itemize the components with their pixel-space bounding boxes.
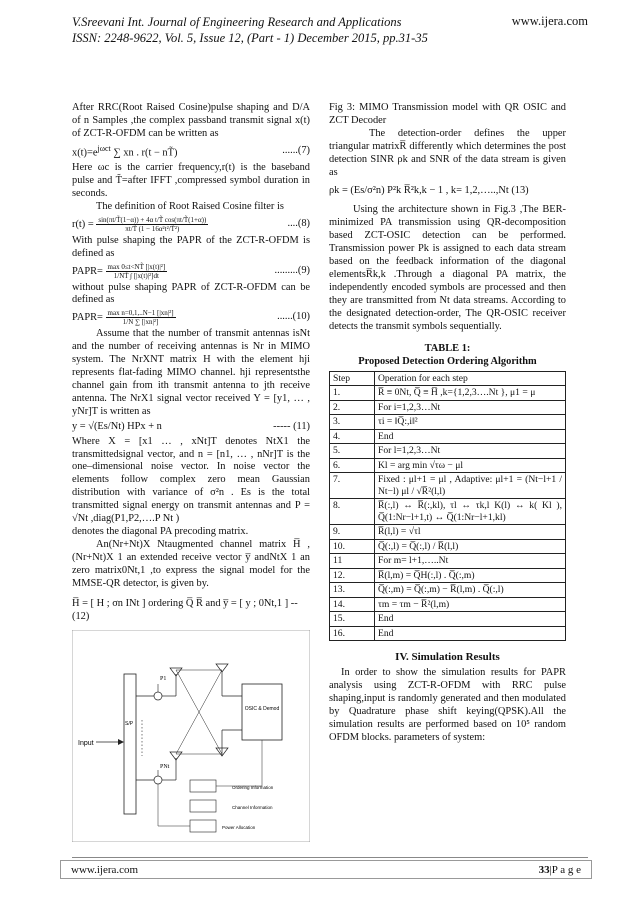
equation-number: (12) — [72, 611, 90, 623]
paragraph: Assume that the number of transmit antennas isNt and the number of receiving antennas is Nr in MIMO system. The NrXNT matrix H with the element hji represents flat-fading MIMO channel. hji representsthe channel gain from ith transmit antenna to jth receive antenna. The NrX1 signal vector received Y = [y1, … , yNr]T is written as — [72, 328, 310, 417]
step-cell: 1. — [330, 386, 375, 401]
step-cell: 6. — [330, 458, 375, 473]
operation-cell: End — [375, 626, 566, 641]
paragraph: without pulse shaping PAPR of ZCT-R-OFDM can be defined as — [72, 281, 310, 306]
multiplier-p1 — [154, 692, 162, 700]
figure-3 — [72, 630, 310, 840]
table-header-cell: Step — [330, 371, 375, 386]
right-column — [329, 102, 566, 744]
operation-cell: R̅(l,m) = Q̅H(:,l) . Q̅(:,m) — [375, 568, 566, 583]
fig-input-label: Input — [78, 740, 94, 748]
equation-10: PAPR= $\frac{\text{max n=0,1,..N−1 [|xn|²]}}{\text{1/N ∑ [|xn|²]}}$ ......(10) — [72, 309, 310, 327]
footer-divider — [72, 857, 588, 858]
equation-13: ρk = (Es/σ²n) P²k R̅²k,k − 1 , k= 1,2,…..,Nt (13) — [329, 185, 529, 197]
footer-website[interactable]: www.ijera.com — [71, 863, 139, 876]
equation-number: ......(7) — [282, 144, 310, 156]
algorithm-table — [329, 371, 566, 642]
mimo-block-diagram — [72, 630, 310, 842]
paragraph: In order to show the simulation results for PAPR analysis using ZCT-R-OFDM with RRC pulse shaping,input is randomly generated and then modulated by Quadrature phase shift keying(QPSK).All the simulation results are performed based on 10⁵ random OFDM blocks. parameters of system: — [329, 667, 566, 743]
paragraph: Where X = [x1 … , xNt]T denotes NtX1 the transmittedsignal vector, and n = [n1, … , nNr]T is the one–dimensional noise vector. In noise vector the elements follow complex zero mean Gaussian distribution with variance of σ²n . Es is the total transmitted signal energy on transmit antennas and P = √Nt ,diag(P1,P2,….P Nt ) — [72, 435, 310, 525]
left-column — [72, 102, 310, 840]
table-header-row — [330, 371, 566, 386]
table-row — [330, 444, 566, 459]
operation-cell: For m= l+1,…..Nt — [375, 554, 566, 569]
step-cell: 7. — [330, 473, 375, 499]
section-title: IV. Simulation Results — [395, 651, 500, 664]
operation-cell: R̅(l,l) = √τl — [375, 525, 566, 540]
operation-cell: Kl = arg min √τω − μl — [375, 458, 566, 473]
table-row — [330, 458, 566, 473]
svg-text:P1: P1 — [160, 676, 167, 683]
step-cell: 12. — [330, 568, 375, 583]
operation-cell: For l=1,2,3…Nt — [375, 444, 566, 459]
paragraph: An(Nr+Nt)X Ntaugmented channel matrix H̅ ,(Nr+Nt)X 1 an extended receive vector y̅ andNtX 1 an zero matrix0Nt,1 ,to express the signal model for the MMSE-QR detector, is given by. — [72, 538, 310, 589]
table-row — [330, 386, 566, 401]
table-header-cell: Operation for each step — [375, 371, 566, 386]
step-cell: 13. — [330, 583, 375, 598]
operation-cell: Q̅(:,l) = Q̅(:,l) / R̅(l,l) — [375, 539, 566, 554]
step-cell: 3. — [330, 415, 375, 430]
header-website[interactable]: www.ijera.com — [511, 14, 588, 28]
table-row — [330, 554, 566, 569]
svg-text:OSIC & Demod: OSIC & Demod — [244, 706, 280, 713]
table-row — [330, 612, 566, 627]
running-header — [72, 14, 428, 46]
svg-text:Ordering Information: Ordering Information — [232, 785, 274, 791]
table-row — [330, 499, 566, 525]
operation-cell: τi = ‖Q̅:,i‖² — [375, 415, 566, 430]
equation-number: ----- (11) — [273, 420, 310, 432]
operation-cell: τm = τm − R̅²(l,m) — [375, 597, 566, 612]
paragraph: denotes the diagonal PA precoding matrix. — [72, 525, 249, 537]
table-row — [330, 400, 566, 415]
table-row — [330, 626, 566, 641]
operation-cell: End — [375, 429, 566, 444]
page-number: 33|P a g e — [538, 863, 581, 876]
paragraph: Here ωc is the carrier frequency,r(t) is the baseband pulse and T̃=after IFFT ,compressed symbol duration in seconds. — [72, 162, 310, 199]
table-row — [330, 429, 566, 444]
step-cell: 15. — [330, 612, 375, 627]
step-cell: 14. — [330, 597, 375, 612]
issn-line: ISSN: 2248-9622, Vol. 5, Issue 12, (Part - 1) December 2015, pp.31-35 — [72, 31, 428, 45]
operation-cell: For i=1,2,3…Nt — [375, 400, 566, 415]
table-row — [330, 539, 566, 554]
equation-9: PAPR= $\frac{\text{max 0≤t<NT̃ [|x(t)|²]}}{\text{1/NT̃ ∫ [|x(t)|²]dt}}$ .........(9) — [72, 262, 310, 280]
paragraph: Using the architecture shown in Fig.3 ,The BER-minimized PA transmission using QR-decomposition based ZCT-OSIC detection can be performed. Transmission power Pk is assigned to each data stream based on the feedback information of the diagonal elementsR̅k,k .Through a diagonal PA matrix, the independently encoded symbols are processed and then they are transmitted from Nt data streams. According to the designated detection-order, The QR-OSIC receiver detects the transmit symbols sequentially. — [329, 204, 566, 332]
table-row — [330, 583, 566, 598]
table-row — [330, 415, 566, 430]
multiplier-pnt — [154, 776, 162, 784]
operation-cell: End — [375, 612, 566, 627]
svg-text:PNt: PNt — [160, 764, 170, 771]
paragraph: The definition of Root Raised Cosine filter is — [96, 200, 284, 212]
equation-8: r(t) = $\frac{\text{sin(πt/T̃(1−α)) + 4α t/T̃ cos(πt/T̃(1+α))}}{\text{πt/T̃ (1 − 16α²t²/T̃²)}}$ ....(8) — [72, 215, 310, 233]
svg-text:Channel Information: Channel Information — [232, 805, 273, 811]
equation-number: ......(10) — [277, 311, 310, 323]
equation-11: y = √(Es/Nt) HPx + n ----- (11) — [72, 420, 310, 432]
svg-text:Power Allocation: Power Allocation — [222, 825, 256, 831]
equation-12: H̅ = [ H ; σn INt ] ordering Q̅ R̅ and y̅ = [ y ; 0Nt,1 ] -- (12) — [72, 598, 310, 624]
table-row — [330, 525, 566, 540]
table-row — [330, 568, 566, 583]
step-cell: 2. — [330, 400, 375, 415]
step-cell: 5. — [330, 444, 375, 459]
operation-cell: R̅ ≡ 0Nt, Q̅ ≡ H̅ ,k={1,2,3….Nt }, μ1 = μ — [375, 386, 566, 401]
page-footer — [60, 860, 592, 879]
operation-cell: Fixed : μl+1 = μl , Adaptive: μl+1 = (Nt−l+1 / Nt−l) μl / √R̅²(l,l) — [375, 473, 566, 499]
osic-decoder-block — [242, 684, 282, 740]
step-cell: 11 — [330, 554, 375, 569]
operation-cell: R̅(:,l) ↔ R̅(:,kl), τl ↔ τk,l K(l) ↔ k( Kl ), Q̅(1:Nr−l+1,t) ↔ Q̅(1:Nr−l+1,kl) — [375, 499, 566, 525]
table-row — [330, 597, 566, 612]
sp-block — [124, 674, 136, 814]
operation-cell: Q̅(:,m) = Q̅(:,m) − R̅(l,m) . Q̅(:,l) — [375, 583, 566, 598]
step-cell: 10. — [330, 539, 375, 554]
paragraph: With pulse shaping the PAPR of the ZCT-R-OFDM is defined as — [72, 234, 310, 259]
step-cell: 9. — [330, 525, 375, 540]
table-title: TABLE 1: Proposed Detection Ordering Algorithm — [358, 343, 537, 367]
paragraph: The detection-order defines the upper triangular matrixR̅ differently which determines the post detection SINR ρk and SNR of the data stream is given as — [329, 127, 566, 178]
equation-7: $x(t)=e^{j\omega ct}$ ∑ xn . r(t − nT̃) ......(7) — [72, 143, 310, 159]
equation-number: .........(9) — [274, 264, 310, 276]
svg-text:S/P: S/P — [125, 721, 134, 728]
equation-number: ....(8) — [287, 217, 310, 229]
paragraph: After RRC(Root Raised Cosine)pulse shaping and D/A of n Samples ,the complex passband transmit signal x(t) of ZCT-R-OFDM can be written as — [72, 102, 310, 139]
journal-name: V.Sreevani Int. Journal of Engineering Research and Applications — [72, 15, 402, 29]
figure-caption: Fig 3: MIMO Transmission model with QR OSIC and ZCT Decoder — [329, 102, 566, 126]
step-cell: 8. — [330, 499, 375, 525]
step-cell: 16. — [330, 626, 375, 641]
table-row — [330, 473, 566, 499]
step-cell: 4. — [330, 429, 375, 444]
